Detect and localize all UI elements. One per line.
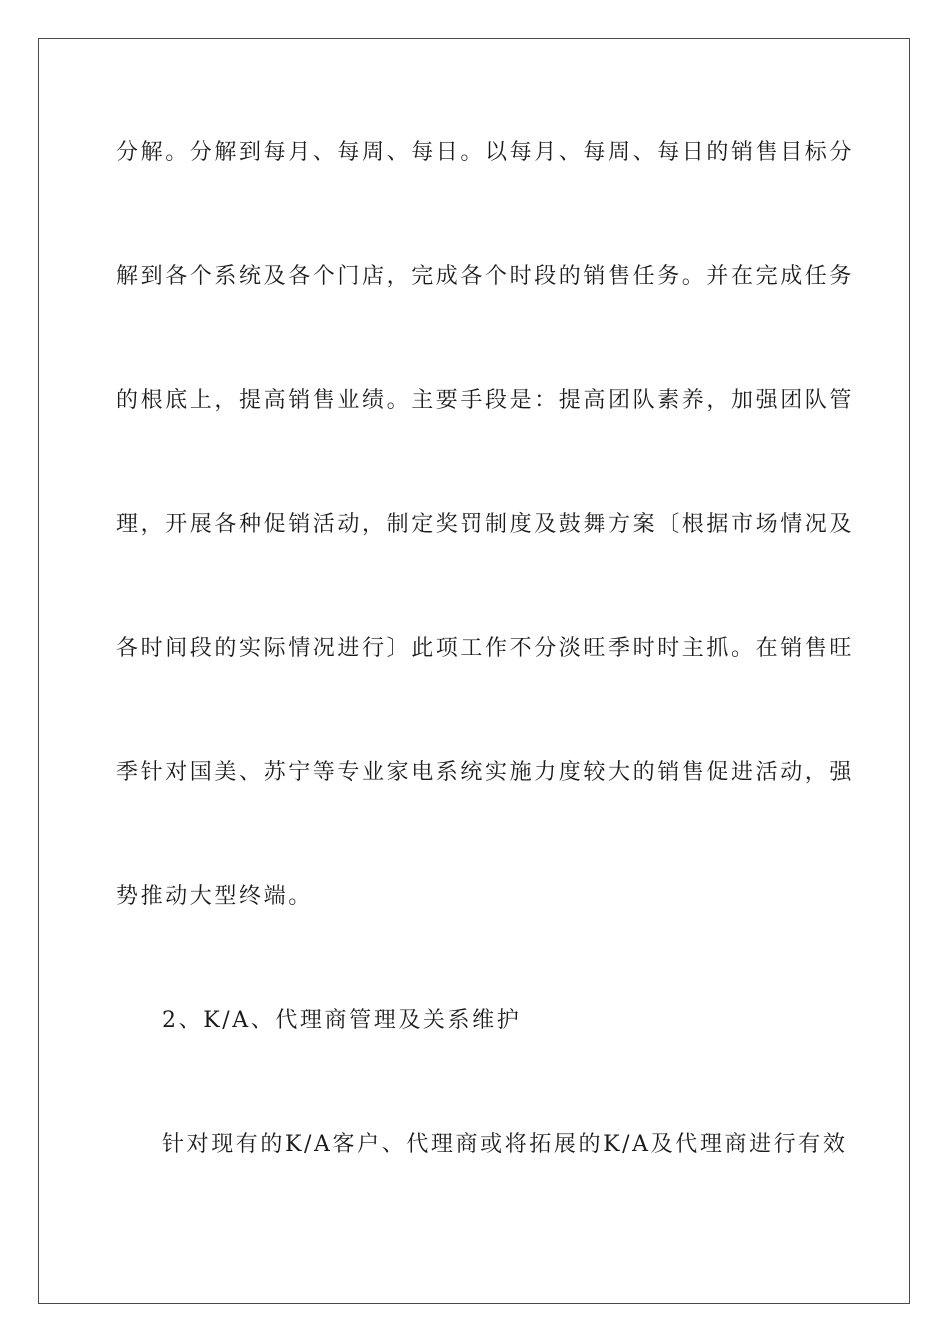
- paragraph-line-7: 势推动大型终端。: [116, 884, 313, 909]
- paragraph-line-3: 的根底上，提高销售业绩。主要手段是：提高团队素养，加强团队管: [116, 388, 855, 413]
- paragraph-line-4: 理，开展各种促销活动，制定奖罚制度及鼓舞方案〔根据市场情况及: [116, 512, 855, 537]
- paragraph-line-5: 各时间段的实际情况进行〕此项工作不分淡旺季时时主抓。在销售旺: [116, 636, 855, 661]
- section-heading: 2、K/A、代理商管理及关系维护: [162, 1008, 522, 1033]
- paragraph-line-8: 针对现有的K/A客户、代理商或将拓展的K/A及代理商进行有效: [162, 1132, 848, 1157]
- paragraph-line-1: 分解。分解到每月、每周、每日。以每月、每周、每日的销售目标分: [116, 140, 855, 165]
- paragraph-line-6: 季针对国美、苏宁等专业家电系统实施力度较大的销售促进活动，强: [116, 760, 855, 785]
- page-border: [38, 38, 910, 1304]
- paragraph-line-2: 解到各个系统及各个门店，完成各个时段的销售任务。并在完成任务: [116, 264, 855, 289]
